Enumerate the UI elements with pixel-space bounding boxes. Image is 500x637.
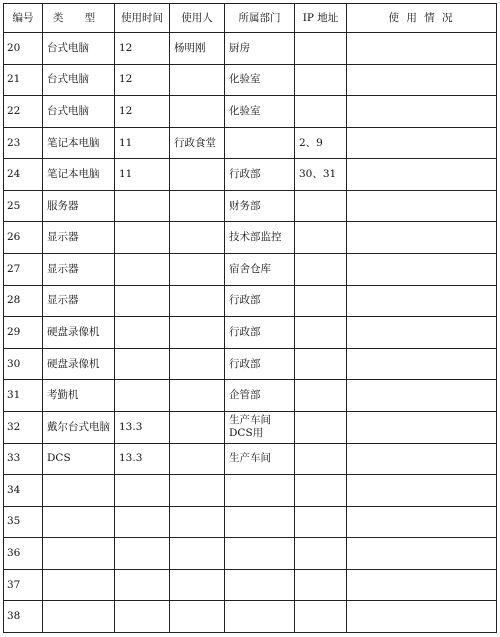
table-row (4, 254, 497, 286)
cell-status (347, 380, 497, 412)
cell-type: 戴尔台式电脑 (43, 411, 115, 443)
table-row (4, 380, 497, 412)
cell-status (347, 190, 497, 222)
cell-no: 30 (4, 348, 43, 380)
cell-no: 35 (4, 506, 43, 538)
table-body (4, 33, 497, 633)
cell-dept: 行政部 (225, 348, 295, 380)
cell-dept: 行政部 (225, 159, 295, 191)
cell-no: 37 (4, 569, 43, 601)
cell-ip (295, 190, 347, 222)
table-row (4, 285, 497, 317)
cell-type: 硬盘录像机 (43, 348, 115, 380)
cell-years (115, 190, 170, 222)
cell-user (170, 475, 225, 507)
cell-years (115, 317, 170, 349)
cell-years: 13.3 (115, 443, 170, 475)
cell-years: 12 (115, 96, 170, 128)
cell-no: 28 (4, 285, 43, 317)
cell-no: 33 (4, 443, 43, 475)
cell-user: 行政食堂 (170, 127, 225, 159)
cell-user (170, 601, 225, 633)
header-years: 使用时间 (115, 4, 170, 33)
cell-status (347, 96, 497, 128)
cell-ip (295, 443, 347, 475)
cell-years (115, 222, 170, 254)
cell-ip (295, 601, 347, 633)
cell-ip (295, 506, 347, 538)
cell-no: 20 (4, 33, 43, 65)
cell-status (347, 159, 497, 191)
cell-type (43, 475, 115, 507)
cell-ip (295, 222, 347, 254)
cell-type: DCS (43, 443, 115, 475)
cell-status (347, 222, 497, 254)
cell-type (43, 569, 115, 601)
cell-dept: 化验室 (225, 64, 295, 96)
cell-dept (225, 538, 295, 570)
cell-no: 22 (4, 96, 43, 128)
cell-dept (225, 475, 295, 507)
equipment-table (3, 3, 497, 633)
cell-years (115, 538, 170, 570)
cell-user (170, 506, 225, 538)
cell-ip: 2、9 (295, 127, 347, 159)
cell-ip (295, 64, 347, 96)
cell-type: 台式电脑 (43, 33, 115, 65)
cell-type (43, 601, 115, 633)
cell-no: 32 (4, 411, 43, 443)
cell-no: 27 (4, 254, 43, 286)
cell-status (347, 317, 497, 349)
cell-type (43, 538, 115, 570)
cell-no: 29 (4, 317, 43, 349)
cell-status (347, 475, 497, 507)
cell-no: 38 (4, 601, 43, 633)
cell-no: 24 (4, 159, 43, 191)
cell-no: 25 (4, 190, 43, 222)
cell-type: 台式电脑 (43, 96, 115, 128)
table-row (4, 96, 497, 128)
cell-dept: 企管部 (225, 380, 295, 412)
cell-no: 31 (4, 380, 43, 412)
cell-years: 13.3 (115, 411, 170, 443)
cell-type: 服务器 (43, 190, 115, 222)
cell-no: 21 (4, 64, 43, 96)
cell-type: 硬盘录像机 (43, 317, 115, 349)
cell-years (115, 475, 170, 507)
cell-status (347, 411, 497, 443)
cell-ip (295, 33, 347, 65)
cell-dept (225, 127, 295, 159)
header-row (4, 4, 497, 33)
cell-dept (225, 569, 295, 601)
table-row (4, 127, 497, 159)
cell-type: 显示器 (43, 254, 115, 286)
cell-status (347, 569, 497, 601)
cell-status (347, 538, 497, 570)
cell-years (115, 285, 170, 317)
cell-ip (295, 538, 347, 570)
cell-ip (295, 348, 347, 380)
cell-ip (295, 285, 347, 317)
cell-years (115, 380, 170, 412)
table-row (4, 411, 497, 443)
cell-dept: 化验室 (225, 96, 295, 128)
header-user: 使用人 (170, 4, 225, 33)
cell-user (170, 569, 225, 601)
cell-user (170, 159, 225, 191)
header-dept: 所属部门 (225, 4, 295, 33)
header-ip: IP 地址 (295, 4, 347, 33)
cell-ip (295, 411, 347, 443)
table-row (4, 222, 497, 254)
table-row (4, 190, 497, 222)
cell-status (347, 285, 497, 317)
cell-status (347, 348, 497, 380)
header-no: 编号 (4, 4, 43, 33)
table-row (4, 159, 497, 191)
cell-type: 显示器 (43, 222, 115, 254)
table-row (4, 33, 497, 65)
cell-user (170, 317, 225, 349)
cell-dept: 宿舍仓库 (225, 254, 295, 286)
cell-years: 12 (115, 64, 170, 96)
cell-years (115, 348, 170, 380)
cell-dept (225, 601, 295, 633)
cell-user (170, 222, 225, 254)
cell-ip (295, 317, 347, 349)
table-row (4, 601, 497, 633)
cell-status (347, 443, 497, 475)
cell-no: 23 (4, 127, 43, 159)
table-row (4, 506, 497, 538)
cell-type: 显示器 (43, 285, 115, 317)
cell-dept: 厨房 (225, 33, 295, 65)
cell-dept: 财务部 (225, 190, 295, 222)
cell-no: 26 (4, 222, 43, 254)
table-row (4, 64, 497, 96)
cell-dept: 行政部 (225, 317, 295, 349)
cell-years: 12 (115, 33, 170, 65)
table-row (4, 348, 497, 380)
cell-status (347, 64, 497, 96)
cell-years (115, 601, 170, 633)
cell-status (347, 33, 497, 65)
cell-status (347, 601, 497, 633)
cell-ip (295, 475, 347, 507)
cell-user (170, 380, 225, 412)
cell-type (43, 506, 115, 538)
cell-user (170, 190, 225, 222)
header-status: 使 用 情 况 (347, 4, 497, 33)
cell-status (347, 127, 497, 159)
cell-user (170, 538, 225, 570)
table-row (4, 443, 497, 475)
cell-user (170, 285, 225, 317)
cell-dept: 生产车间DCS用 (225, 411, 295, 443)
cell-years (115, 569, 170, 601)
cell-years (115, 254, 170, 286)
cell-ip: 30、31 (295, 159, 347, 191)
cell-user (170, 411, 225, 443)
cell-years: 11 (115, 159, 170, 191)
cell-user (170, 64, 225, 96)
cell-dept (225, 506, 295, 538)
cell-dept: 技术部监控 (225, 222, 295, 254)
cell-ip (295, 254, 347, 286)
table-row (4, 569, 497, 601)
table-header (4, 4, 497, 33)
header-type: 类 型 (43, 4, 115, 33)
cell-status (347, 506, 497, 538)
cell-dept: 行政部 (225, 285, 295, 317)
cell-user (170, 443, 225, 475)
cell-user (170, 254, 225, 286)
cell-type: 考勤机 (43, 380, 115, 412)
cell-ip (295, 380, 347, 412)
cell-ip (295, 569, 347, 601)
table-row (4, 317, 497, 349)
cell-years (115, 506, 170, 538)
cell-no: 34 (4, 475, 43, 507)
cell-type: 笔记本电脑 (43, 159, 115, 191)
cell-years: 11 (115, 127, 170, 159)
cell-user (170, 348, 225, 380)
cell-type: 笔记本电脑 (43, 127, 115, 159)
cell-status (347, 254, 497, 286)
cell-user: 杨明刚 (170, 33, 225, 65)
table-row (4, 475, 497, 507)
cell-ip (295, 96, 347, 128)
cell-type: 台式电脑 (43, 64, 115, 96)
cell-no: 36 (4, 538, 43, 570)
cell-dept: 生产车间 (225, 443, 295, 475)
table-row (4, 538, 497, 570)
cell-user (170, 96, 225, 128)
